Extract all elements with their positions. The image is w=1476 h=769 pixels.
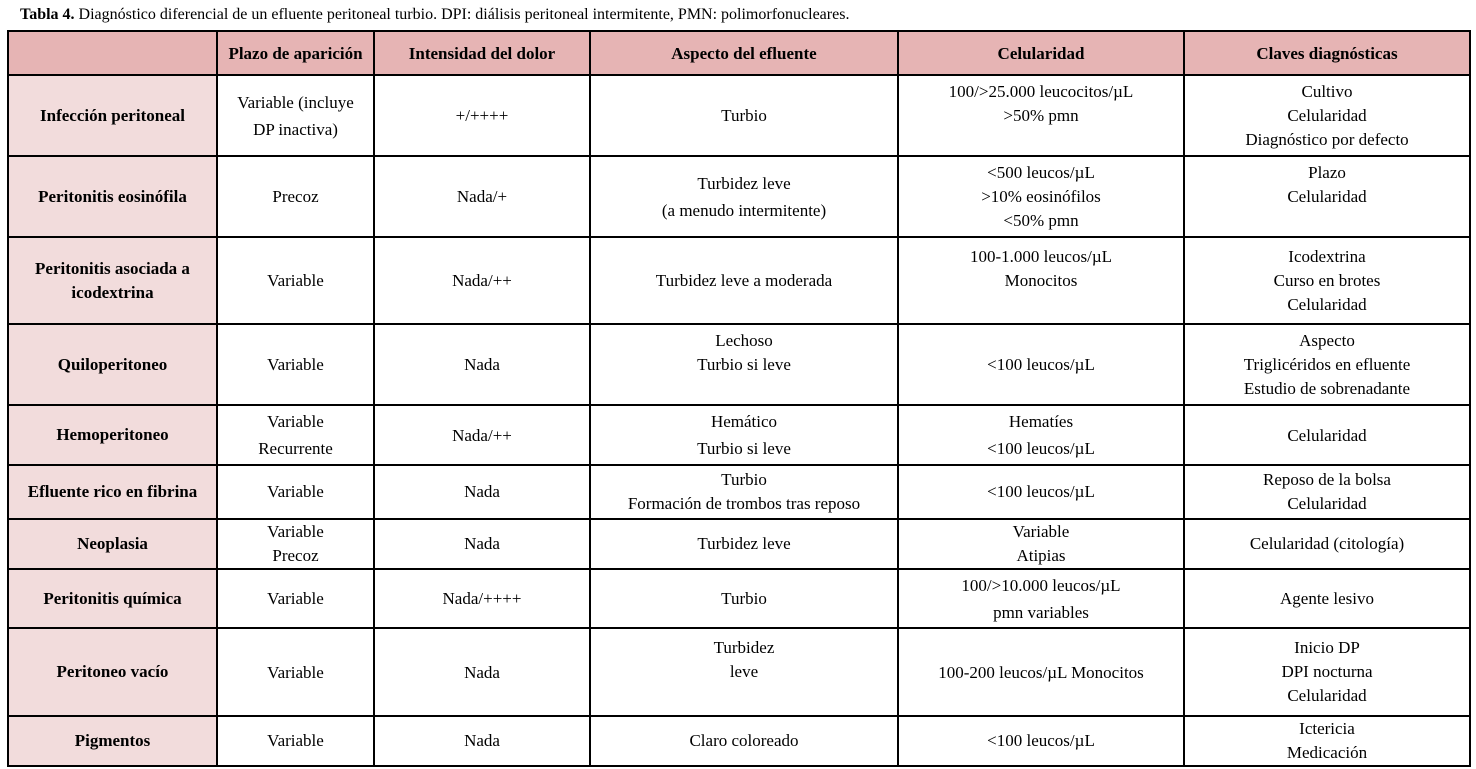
row-label xyxy=(8,75,217,156)
table-row xyxy=(8,75,1470,156)
cell-claves xyxy=(1184,405,1470,465)
cell-line xyxy=(595,377,893,401)
cell-line: Variable xyxy=(267,731,324,750)
cell-line: Turbio xyxy=(721,470,767,489)
row-label xyxy=(8,156,217,237)
cell-aspecto xyxy=(590,519,898,569)
cell-line: Turbidez leve a moderada xyxy=(655,271,833,290)
row-label xyxy=(8,324,217,405)
cell-dolor xyxy=(374,716,590,766)
cell-dolor xyxy=(374,465,590,519)
cell-line: Hematíes xyxy=(1008,412,1074,431)
cell-line: pmn variables xyxy=(993,602,1089,622)
cell-line: Agente lesivo xyxy=(1280,589,1374,608)
cell-line: Nada xyxy=(464,482,500,501)
cell-line: Variable xyxy=(267,662,324,682)
cell-line: Reposo de la bolsa xyxy=(1263,470,1391,489)
cell-dolor xyxy=(374,75,590,156)
cell-plazo xyxy=(217,716,374,766)
cell-line: Nada xyxy=(464,662,500,682)
cell-line: <100 leucos/µL xyxy=(987,731,1095,750)
cell-line: Turbidez leve xyxy=(697,534,791,553)
cell-line: icodextrina xyxy=(71,282,154,302)
cell-line: Celularidad xyxy=(1287,425,1367,445)
cell-line: Icodextrina xyxy=(1288,246,1366,266)
row-label xyxy=(8,716,217,766)
cell-line: Turbio xyxy=(721,589,767,608)
cell-line: (a menudo intermitente) xyxy=(661,200,827,220)
cell-line: Variable xyxy=(267,482,324,501)
cell-celularidad xyxy=(898,519,1184,569)
cell-dolor xyxy=(374,628,590,716)
cell-line: Cultivo xyxy=(1301,81,1353,101)
table-row xyxy=(8,465,1470,519)
cell-line: Celularidad xyxy=(1287,494,1367,513)
table-row xyxy=(8,237,1470,324)
cell-line: Inicio DP xyxy=(1294,638,1360,657)
cell-line: Formación de trombos tras reposo xyxy=(627,494,861,513)
cell-aspecto xyxy=(590,405,898,465)
cell-line: Turbidez leve xyxy=(697,173,791,193)
cell-line: Monocitos xyxy=(1004,270,1078,290)
cell-claves xyxy=(1184,628,1470,716)
cell-claves xyxy=(1184,465,1470,519)
cell-plazo xyxy=(217,156,374,237)
cell-claves xyxy=(1184,237,1470,324)
table-row xyxy=(8,569,1470,628)
cell-line: Diagnóstico por defecto xyxy=(1245,129,1409,149)
table-row xyxy=(8,324,1470,405)
cell-line: Nada xyxy=(464,355,500,374)
cell-line: Variable xyxy=(267,522,324,541)
cell-claves xyxy=(1184,156,1470,237)
cell-line: <50% pmn xyxy=(1003,210,1079,230)
cell-line xyxy=(595,684,893,708)
cell-line: DP inactiva) xyxy=(253,119,338,139)
cell-claves xyxy=(1184,716,1470,766)
cell-line: Celularidad (citología) xyxy=(1249,534,1405,553)
cell-line: Peritonitis asociada a xyxy=(35,258,190,278)
cell-aspecto xyxy=(590,75,898,156)
cell-line: Celularidad xyxy=(1287,294,1367,314)
cell-plazo xyxy=(217,75,374,156)
cell-line: Variable xyxy=(1012,522,1070,541)
cell-line: Celularidad xyxy=(1287,186,1367,206)
cell-aspecto xyxy=(590,324,898,405)
cell-line: Infección peritoneal xyxy=(40,105,185,125)
table-caption xyxy=(20,5,849,25)
cell-line: Recurrente xyxy=(258,439,333,458)
cell-line: Variable xyxy=(267,412,324,431)
table-row xyxy=(8,716,1470,766)
cell-line: Hemoperitoneo xyxy=(56,425,169,444)
header-empty xyxy=(8,31,217,75)
cell-line: Quiloperitoneo xyxy=(57,354,168,374)
cell-claves xyxy=(1184,75,1470,156)
cell-dolor xyxy=(374,569,590,628)
cell-line: Curso en brotes xyxy=(1273,270,1381,290)
cell-line xyxy=(1189,209,1465,233)
row-label xyxy=(8,569,217,628)
cell-line: Precoz xyxy=(272,546,319,565)
cell-line: Peritoneo vacío xyxy=(56,662,169,681)
cell-celularidad xyxy=(898,324,1184,405)
cell-line: Triglicéridos en efluente xyxy=(1243,354,1411,374)
cell-dolor xyxy=(374,237,590,324)
table-row xyxy=(8,156,1470,237)
cell-line: <500 leucos/µL xyxy=(987,162,1095,182)
cell-plazo xyxy=(217,519,374,569)
cell-line: DPI nocturna xyxy=(1281,662,1373,681)
cell-line: 100/>25.000 leucocitos/µL xyxy=(948,81,1134,101)
cell-line xyxy=(903,293,1179,317)
cell-line: Variable xyxy=(267,355,324,374)
cell-dolor xyxy=(374,324,590,405)
cell-line: Nada/+ xyxy=(456,187,508,206)
caption-label: Tabla 4. xyxy=(20,6,75,23)
row-label xyxy=(8,237,217,324)
cell-aspecto xyxy=(590,156,898,237)
cell-line: Peritonitis química xyxy=(43,588,182,608)
cell-line: Hemático xyxy=(710,412,778,431)
cell-line: Efluente rico en fibrina xyxy=(27,482,198,501)
cell-line: <100 leucos/µL xyxy=(987,355,1095,374)
cell-plazo xyxy=(217,465,374,519)
row-label xyxy=(8,628,217,716)
row-label xyxy=(8,465,217,519)
cell-line: Nada/++ xyxy=(452,271,512,290)
cell-line: >10% eosinófilos xyxy=(981,186,1101,206)
cell-line: Variable xyxy=(267,589,324,608)
cell-celularidad xyxy=(898,75,1184,156)
cell-line: Neoplasia xyxy=(77,534,148,553)
cell-dolor xyxy=(374,405,590,465)
cell-line: leve xyxy=(729,662,759,681)
differential-diagnosis-table xyxy=(7,30,1471,767)
cell-plazo xyxy=(217,405,374,465)
cell-line: Lechoso xyxy=(715,330,773,350)
cell-plazo xyxy=(217,569,374,628)
cell-aspecto xyxy=(590,569,898,628)
cell-celularidad xyxy=(898,716,1184,766)
cell-line: 100-1.000 leucos/µL xyxy=(970,246,1112,266)
row-label xyxy=(8,405,217,465)
cell-line: Pigmentos xyxy=(74,731,151,750)
cell-line: Variable (incluye xyxy=(237,92,354,112)
cell-line: Nada xyxy=(464,731,500,750)
cell-line: Nada/++ xyxy=(452,425,512,445)
cell-line: Celularidad xyxy=(1287,105,1367,125)
cell-aspecto xyxy=(590,628,898,716)
cell-line: Medicación xyxy=(1286,743,1368,762)
header-row xyxy=(8,31,1470,75)
cell-plazo xyxy=(217,237,374,324)
cell-line: Celularidad xyxy=(1287,686,1367,705)
cell-line: Turbio si leve xyxy=(697,439,791,458)
row-label xyxy=(8,519,217,569)
table-row xyxy=(8,519,1470,569)
cell-line: Plazo xyxy=(1308,162,1346,182)
cell-line: Estudio de sobrenadante xyxy=(1243,378,1411,398)
cell-line: Nada xyxy=(464,534,500,553)
cell-celularidad xyxy=(898,156,1184,237)
cell-line: <100 leucos/µL xyxy=(987,439,1095,458)
cell-line: 100-200 leucos/µL Monocitos xyxy=(938,662,1144,682)
cell-line: Turbio xyxy=(721,106,767,125)
cell-celularidad xyxy=(898,628,1184,716)
cell-line: Nada/++++ xyxy=(442,589,522,608)
cell-claves xyxy=(1184,519,1470,569)
cell-claves xyxy=(1184,324,1470,405)
header-celularidad: Celularidad xyxy=(898,31,1184,75)
table-row xyxy=(8,405,1470,465)
cell-celularidad xyxy=(898,569,1184,628)
cell-plazo xyxy=(217,324,374,405)
cell-line: Turbidez xyxy=(713,638,775,657)
cell-plazo xyxy=(217,628,374,716)
cell-line: Atipias xyxy=(1016,546,1066,565)
table-row xyxy=(8,628,1470,716)
cell-claves xyxy=(1184,569,1470,628)
header-aspecto: Aspecto del efluente xyxy=(590,31,898,75)
cell-celularidad xyxy=(898,405,1184,465)
cell-aspecto xyxy=(590,237,898,324)
header-dolor: Intensidad del dolor xyxy=(374,31,590,75)
header-plazo: Plazo de aparición xyxy=(217,31,374,75)
cell-celularidad xyxy=(898,465,1184,519)
cell-line: >50% pmn xyxy=(1003,105,1079,125)
header-claves: Claves diagnósticas xyxy=(1184,31,1470,75)
cell-line: Aspecto xyxy=(1299,330,1355,350)
cell-aspecto xyxy=(590,465,898,519)
cell-line xyxy=(903,128,1179,152)
cell-aspecto xyxy=(590,716,898,766)
cell-line: Turbio si leve xyxy=(697,354,791,374)
cell-dolor xyxy=(374,519,590,569)
cell-line: 100/>10.000 leucos/µL xyxy=(961,575,1121,595)
cell-line: +/++++ xyxy=(455,106,509,125)
cell-line: Peritonitis eosinófila xyxy=(38,186,187,206)
cell-dolor xyxy=(374,156,590,237)
cell-celularidad xyxy=(898,237,1184,324)
cell-line: Variable xyxy=(267,271,324,290)
caption-text: Diagnóstico diferencial de un efluente peritoneal turbio. DPI: diálisis peritoneal intermitente, PMN: polimorfonucleares. xyxy=(74,6,850,23)
cell-line: Claro coloreado xyxy=(689,731,799,750)
cell-line: <100 leucos/µL xyxy=(987,482,1095,501)
cell-line: Ictericia xyxy=(1299,719,1355,738)
cell-line: Precoz xyxy=(272,187,319,206)
